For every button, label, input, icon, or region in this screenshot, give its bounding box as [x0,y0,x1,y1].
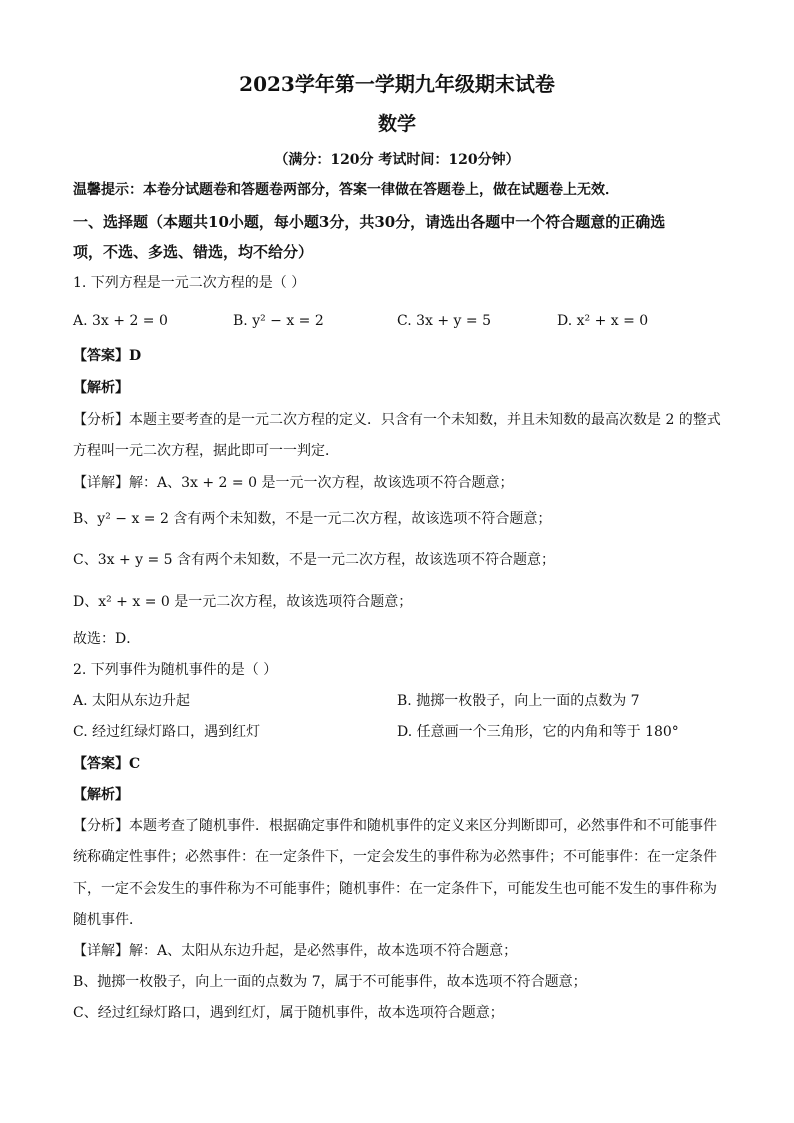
q2-fenxi-line4: 随机事件． [73,912,143,928]
q2-fenxi-line2: 统称确定性事件；必然事件：在一定条件下，一定会发生的事件称为必然事件；不可能事件：在一定条件 [73,849,717,865]
q2-option-d: D. 任意画一个三角形，它的内角和等于 180° [397,724,679,740]
q1-stem: 1. 下列方程是一元二次方程的是（ ） [73,275,306,291]
q1-conclusion: 故选：D． [73,631,141,647]
q2-fenxi-line1: 【分析】本题考查了随机事件．根据确定事件和随机事件的定义来区分判断即可，必然事件和不可能事件 [73,818,717,834]
q1-detail-d: D、x² + x = 0 是一元二次方程，故该选项符合题意； [73,594,413,610]
q1-analysis-label: 【解析】 [73,380,129,396]
section-heading-line2: 项，不选、多选、错选，均不给分） [73,243,314,261]
q1-option-c: C. 3x + y = 5 [397,313,491,329]
q2-detail-a: 【详解】解：A、太阳从东边升起，是必然事件，故本选项不符合题意； [73,943,518,959]
exam-info: （满分：120分 考试时间：120分钟） [274,152,520,168]
q2-analysis-label: 【解析】 [73,787,129,803]
q1-detail-b: B、y² − x = 2 含有两个未知数，不是一元二次方程，故该选项不符合题意； [73,511,552,527]
q1-detail-c: C、3x + y = 5 含有两个未知数，不是一元二次方程，故该选项不符合题意； [73,552,556,568]
q2-fenxi-line3: 下，一定不会发生的事件称为不可能事件；随机事件：在一定条件下，可能发生也可能不发生的事件称为 [73,881,717,897]
q1-detail-a: 【详解】解：A、3x + 2 = 0 是一元一次方程，故该选项不符合题意； [73,475,514,491]
tip-text: 温馨提示：本卷分试题卷和答题卷两部分，答案一律做在答题卷上，做在试题卷上无效． [73,182,619,198]
q1-option-d: D. x² + x = 0 [557,313,649,329]
q1-option-b: B. y² − x = 2 [233,313,324,329]
q1-option-a: A. 3x + 2 = 0 [73,313,168,329]
q2-detail-c: C、经过红绿灯路口，遇到红灯，属于随机事件，故本选项符合题意； [73,1005,504,1021]
q2-option-a: A. 太阳从东边升起 [73,693,191,709]
q2-stem: 2. 下列事件为随机事件的是（ ） [73,662,278,678]
q2-detail-b: B、抛掷一枚骰子，向上一面的点数为 7，属于不可能事件，故本选项不符合题意； [73,974,587,990]
q1-fenxi-line1: 【分析】本题主要考查的是一元二次方程的定义．只含有一个未知数，并且未知数的最高次数是 2 的整式 [73,412,721,428]
subject-title: 数学 [377,113,416,135]
exam-title: 2023学年第一学期九年级期末试卷 [239,72,555,96]
q1-answer: 【答案】D [73,348,142,364]
q2-option-b: B. 抛掷一枚骰子，向上一面的点数为 7 [397,693,640,709]
q1-fenxi-line2: 方程叫一元二次方程，据此即可一一判定． [73,443,339,459]
section-heading-line1: 一、选择题（本题共10小题，每小题3分，共30分，请选出各题中一个符合题意的正确选 [73,213,666,231]
q2-option-c: C. 经过红绿灯路口，遇到红灯 [73,724,261,740]
q2-answer: 【答案】C [73,756,141,772]
